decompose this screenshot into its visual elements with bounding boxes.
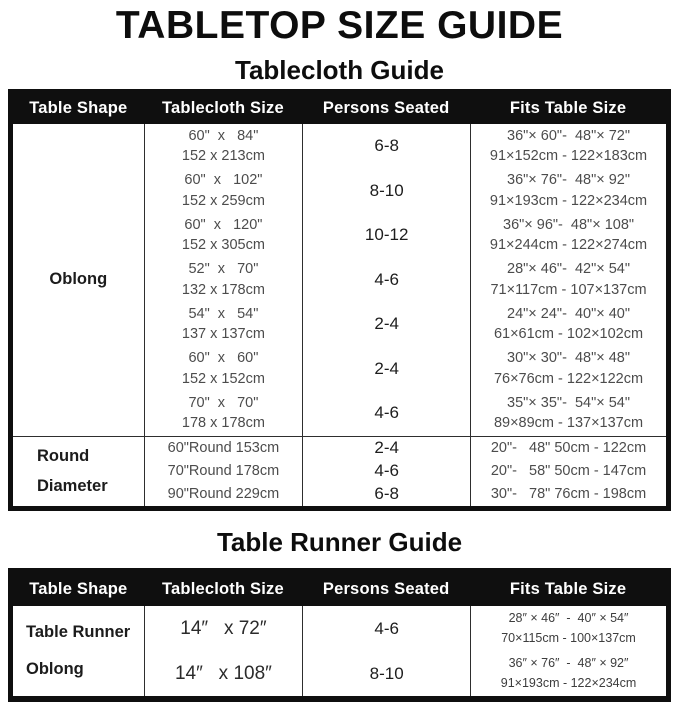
size-inches: 52" x 70" xyxy=(188,261,259,278)
fits-table-size-cell xyxy=(470,213,666,258)
table-runner-table-body xyxy=(13,606,666,696)
tablecloth-table xyxy=(8,89,671,511)
shape-label-line: Round xyxy=(37,447,90,465)
tablecloth-size-cell xyxy=(144,213,303,258)
size-cm: 152 x 259cm xyxy=(181,192,265,209)
column-header-persons-seated: Persons Seated xyxy=(322,579,450,598)
shape-label-table-runner-oblong xyxy=(13,606,144,696)
column-header-fits-table-size: Fits Table Size xyxy=(509,579,627,598)
shape-label-line: Table Runner xyxy=(26,623,131,642)
table-runner-table xyxy=(8,568,671,702)
fits-cm: 61×61cm - 102×102cm xyxy=(493,326,644,343)
shape-label-oblong: Oblong xyxy=(49,270,108,289)
fits-table-size-cell: 20"- 58" 50cm - 147cm xyxy=(470,459,666,483)
tablecloth-table-body xyxy=(13,124,666,506)
column-header-fits-table-size: Fits Table Size xyxy=(509,99,627,117)
fits-table-size-cell: 20"- 48" 50cm - 122cm xyxy=(470,436,666,460)
tablecloth-size-cell xyxy=(144,302,303,347)
fits-table-size-cell xyxy=(470,651,666,696)
column-header-table-shape: Table Shape xyxy=(29,579,128,598)
persons-seated-cell: 6-8 xyxy=(302,483,470,507)
column-header-persons-seated: Persons Seated xyxy=(322,99,450,117)
persons-seated-cell: 4-6 xyxy=(302,258,470,303)
size-inches: 60" x 84" xyxy=(188,127,259,144)
fits-table-size-cell xyxy=(470,391,666,436)
fits-table-size-cell: 30"- 78" 76cm - 198cm xyxy=(470,483,666,507)
tablecloth-size-cell xyxy=(144,258,303,303)
tablecloth-size-cell: 90"Round 229cm xyxy=(144,483,303,507)
fits-table-size-cell xyxy=(470,169,666,214)
page-title: TABLETOP SIZE GUIDE xyxy=(115,4,564,47)
size-inches: 60" x 60" xyxy=(188,350,259,367)
tabletop-size-guide-page xyxy=(0,4,679,719)
persons-seated-cell: 2-4 xyxy=(302,436,470,460)
tablecloth-size-cell xyxy=(144,347,303,392)
persons-seated-cell: 6-8 xyxy=(302,124,470,169)
fits-table-size-cell xyxy=(470,606,666,651)
tablecloth-size-cell: 70"Round 178cm xyxy=(144,459,303,483)
persons-seated-cell: 8-10 xyxy=(302,651,470,696)
fits-cm: 91×193cm - 122×234cm xyxy=(500,675,637,690)
column-header-tablecloth-size: Tablecloth Size xyxy=(161,579,284,598)
size-inches: 60" x 120" xyxy=(184,216,263,233)
persons-seated-cell: 2-4 xyxy=(302,347,470,392)
fits-inches: 36″ × 76″ - 48″ × 92″ xyxy=(508,656,629,671)
fits-inches: 30"× 30"- 48"× 48" xyxy=(507,350,631,367)
persons-seated-cell: 4-6 xyxy=(302,459,470,483)
fits-cm: 89×89cm - 137×137cm xyxy=(493,415,644,432)
tablecloth-size-cell xyxy=(144,391,303,436)
tablecloth-size-cell: 14″ x 72″ xyxy=(144,606,303,651)
shape-label-round-diameter xyxy=(13,436,144,507)
fits-cm: 70×115cm - 100×137cm xyxy=(501,630,636,645)
persons-seated-cell: 10-12 xyxy=(302,213,470,258)
fits-table-size-cell xyxy=(470,302,666,347)
fits-table-size-cell xyxy=(470,124,666,169)
fits-inches: 28"× 46"- 42"× 54" xyxy=(507,261,631,278)
persons-seated-cell: 4-6 xyxy=(302,391,470,436)
tablecloth-table-header-row xyxy=(13,93,666,124)
size-cm: 152 x 152cm xyxy=(181,370,265,387)
shape-label-line: Oblong xyxy=(26,659,84,678)
fits-cm: 76×76cm - 122×122cm xyxy=(493,370,644,387)
fits-cm: 71×117cm - 107×137cm xyxy=(490,281,647,298)
persons-seated-cell: 2-4 xyxy=(302,302,470,347)
fits-table-size-cell xyxy=(470,347,666,392)
column-header-table-shape: Table Shape xyxy=(29,99,128,117)
size-cm: 132 x 178cm xyxy=(181,281,265,298)
size-cm: 178 x 178cm xyxy=(181,415,265,432)
tablecloth-size-cell xyxy=(144,169,303,214)
tablecloth-guide-heading: Tablecloth Guide xyxy=(235,55,444,85)
shape-label-line: Diameter xyxy=(37,476,108,495)
fits-inches: 36"× 76"- 48"× 92" xyxy=(507,172,631,189)
tablecloth-size-cell: 60"Round 153cm xyxy=(144,436,303,460)
size-cm: 152 x 213cm xyxy=(181,148,265,165)
size-inches: 54" x 54" xyxy=(188,305,259,322)
tablecloth-size-cell xyxy=(144,124,303,169)
fits-cm: 91×244cm - 122×274cm xyxy=(489,237,648,254)
fits-inches: 35"× 35"- 54"× 54" xyxy=(507,394,631,411)
fits-inches: 24"× 24"- 40"× 40" xyxy=(507,305,631,322)
fits-cm: 91×152cm - 122×183cm xyxy=(489,148,648,165)
fits-inches: 28″ × 46″ - 40″ × 54″ xyxy=(508,611,629,626)
fits-inches: 36"× 60"- 48"× 72" xyxy=(507,127,631,144)
table-runner-table-header-row xyxy=(13,572,666,606)
size-inches: 70" x 70" xyxy=(188,394,259,411)
table-runner-guide-heading: Table Runner Guide xyxy=(216,527,463,557)
size-cm: 137 x 137cm xyxy=(181,326,265,343)
fits-table-size-cell xyxy=(470,258,666,303)
fits-cm: 91×193cm - 122×234cm xyxy=(489,192,648,209)
size-cm: 152 x 305cm xyxy=(181,237,265,254)
size-inches: 60" x 102" xyxy=(184,172,263,189)
tablecloth-size-cell: 14″ x 108″ xyxy=(144,651,303,696)
fits-inches: 36"× 96"- 48"× 108" xyxy=(503,216,635,233)
column-header-tablecloth-size: Tablecloth Size xyxy=(161,99,284,117)
persons-seated-cell: 4-6 xyxy=(302,606,470,651)
persons-seated-cell: 8-10 xyxy=(302,169,470,214)
